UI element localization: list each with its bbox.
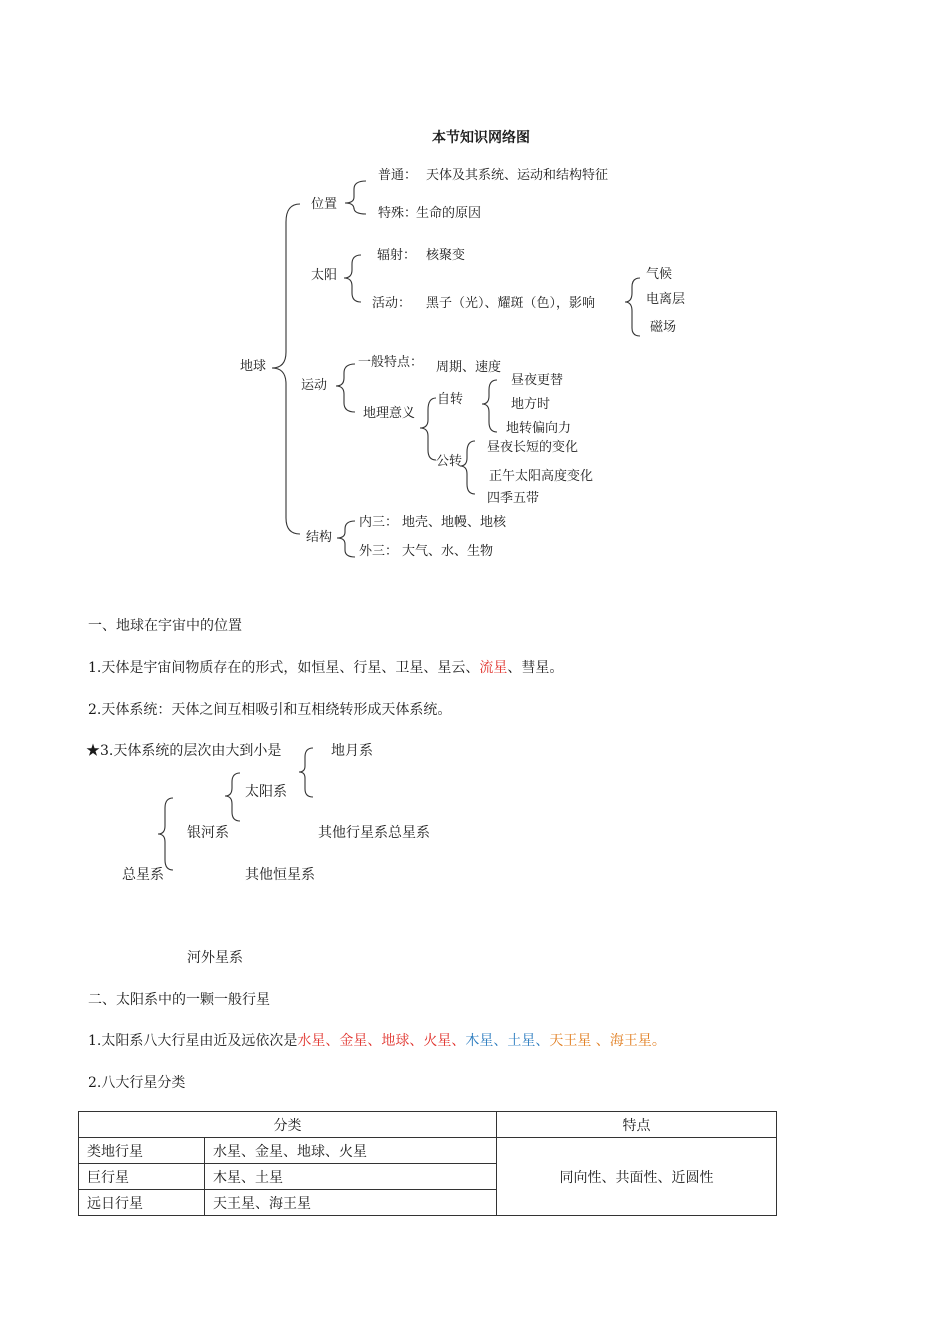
revolution-label: 公转 [436, 454, 463, 469]
planet-sep: 、 [535, 1033, 550, 1049]
item1-suffix: 、彗星。 [507, 660, 564, 676]
brace-motion [336, 364, 355, 412]
impact-item: 气候 [646, 267, 673, 282]
category-cell: 类地行星 [79, 1138, 205, 1164]
planet-sep: 、 [367, 1033, 382, 1049]
brace-earth-moon [299, 748, 313, 797]
brace-total [158, 798, 173, 870]
planet-name: 地球 [381, 1033, 410, 1049]
planet-name: 火星 [423, 1033, 452, 1049]
position-general-label: 普通： [378, 168, 418, 183]
structure-outer-label: 外三： [359, 544, 399, 559]
impact-item: 磁场 [650, 320, 677, 335]
section2-item1 [88, 1034, 666, 1048]
rotation-item: 地转偏向力 [506, 421, 572, 436]
brace-structure [337, 521, 355, 557]
planet-sep: 。 [651, 1033, 666, 1049]
planet-name: 金星 [339, 1033, 368, 1049]
sun-radiation-text: 核聚变 [426, 248, 466, 263]
motion-general-label: 一般特点： [358, 355, 424, 370]
section1-item1 [88, 661, 563, 675]
sun-activity-text: 黑子（光）、耀斑（色），影响 [426, 296, 596, 311]
planet-sep: 、 [493, 1033, 508, 1049]
planet-sep: 、 [325, 1033, 340, 1049]
planet-name: 天王星 [549, 1033, 592, 1049]
table-row [79, 1138, 777, 1164]
revolution-item: 四季五带 [487, 491, 540, 506]
category-cell: 远日行星 [79, 1190, 205, 1216]
planet-name: 土星 [507, 1033, 536, 1049]
item1-prefix: 1.太阳系八大行星由近及远依次是 [88, 1033, 298, 1049]
motion-label: 运动 [301, 378, 328, 393]
position-special-label: 特殊： [378, 206, 418, 221]
hierarchy-earth-moon: 地月系 [331, 743, 373, 759]
sun-radiation-label: 辐射： [377, 248, 417, 263]
brace-solar [225, 773, 240, 821]
section2-heading: 二、太阳系中的一颗一般行星 [88, 992, 270, 1008]
sun-activity-label: 活动： [372, 296, 412, 311]
section1-item3: ★3.天体系统的层次由大到小是 [86, 743, 282, 759]
header-category: 分类 [79, 1112, 497, 1138]
sun-label: 太阳 [311, 268, 338, 283]
position-general-text: 天体及其系统、运动和结构特征 [426, 168, 609, 183]
hierarchy-extragalactic: 河外星系 [187, 950, 243, 966]
planet-sep: 、 [451, 1033, 466, 1049]
hierarchy-other-planets: 其他行星系总星系 [318, 825, 430, 841]
planet-sep: 、 [409, 1033, 424, 1049]
planet-name: 水星 [297, 1033, 326, 1049]
planet-classification-table [78, 1111, 777, 1216]
structure-inner-label: 内三： [359, 515, 399, 530]
motion-meaning-label: 地理意义 [363, 406, 416, 421]
map-title: 本节知识网络图 [432, 130, 530, 146]
brace-position [345, 181, 366, 214]
motion-general-text: 周期、速度 [436, 360, 502, 375]
rotation-label: 自转 [437, 392, 464, 407]
section1-heading: 一、地球在宇宙中的位置 [88, 618, 242, 634]
brace-meaning [420, 398, 436, 460]
hierarchy-other-stars: 其他恒星系 [245, 867, 315, 883]
planet-name: 海王星 [609, 1033, 652, 1049]
feature-cell: 同向性、共面性、近圆性 [497, 1138, 777, 1216]
item1-highlight: 流星 [479, 660, 508, 676]
structure-inner-text: 地壳、地幔、地核 [402, 515, 507, 530]
structure-outer-text: 大气、水、生物 [402, 544, 494, 559]
brace-revolution [460, 441, 475, 494]
brace-sun [344, 255, 361, 302]
hierarchy-total: 总星系 [122, 867, 164, 883]
structure-label: 结构 [306, 530, 333, 545]
header-feature: 特点 [497, 1112, 777, 1138]
planet-name: 木星 [465, 1033, 494, 1049]
members-cell: 水星、金星、地球、火星 [205, 1138, 497, 1164]
hierarchy-milky-way: 银河系 [187, 825, 229, 841]
section1-item2: 2.天体系统：天体之间互相吸引和互相绕转形成天体系统。 [88, 702, 452, 718]
hierarchy-solar: 太阳系 [245, 784, 287, 800]
members-cell: 天王星、海王星 [205, 1190, 497, 1216]
brace-root [272, 204, 300, 534]
members-cell: 木星、土星 [205, 1164, 497, 1190]
table-header-row [79, 1112, 777, 1138]
revolution-item: 正午太阳高度变化 [489, 469, 594, 484]
root-label: 地球 [240, 359, 267, 374]
rotation-item: 昼夜更替 [511, 373, 564, 388]
category-cell: 巨行星 [79, 1164, 205, 1190]
position-special-text: 生命的原因 [416, 206, 482, 221]
brace-rotation [482, 380, 497, 432]
impact-item: 电离层 [646, 292, 686, 307]
section2-item2: 2.八大行星分类 [88, 1075, 186, 1091]
brace-impacts [625, 278, 640, 336]
item1-prefix: 1.天体是宇宙间物质存在的形式，如恒星、行星、卫星、星云、 [88, 660, 480, 676]
planet-sep: 、 [591, 1033, 610, 1049]
position-label: 位置 [311, 197, 338, 212]
revolution-item: 昼夜长短的变化 [487, 440, 579, 455]
rotation-item: 地方时 [511, 397, 551, 412]
